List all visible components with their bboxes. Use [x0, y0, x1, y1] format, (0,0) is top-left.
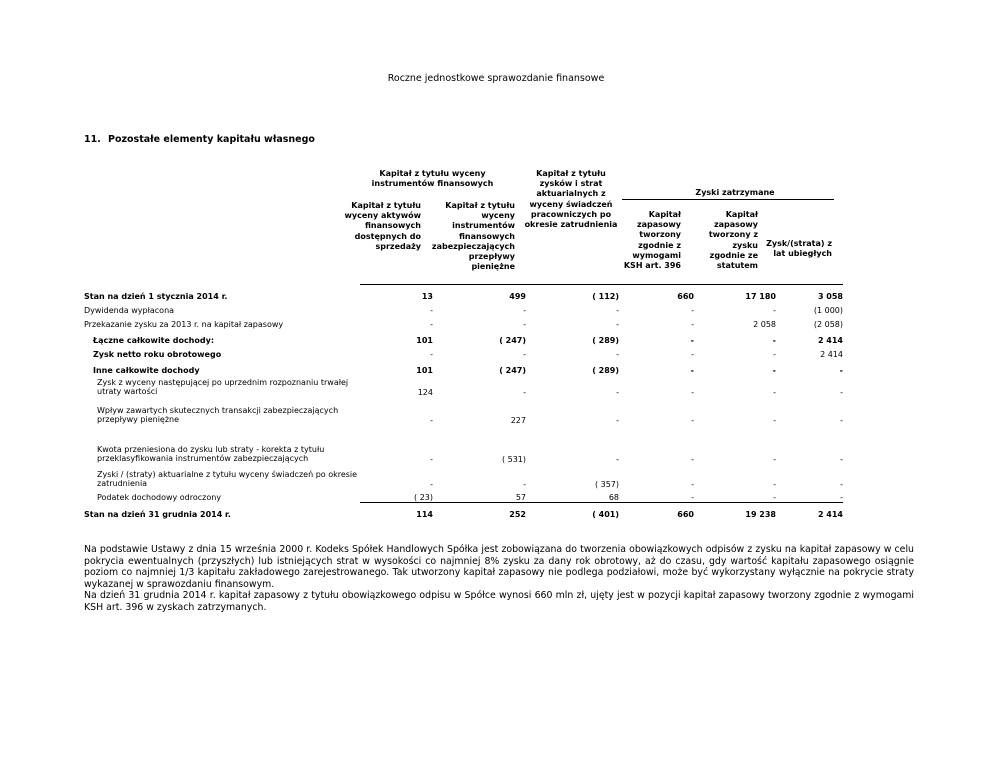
cell: 57	[433, 489, 526, 503]
cell: ( 23)	[360, 489, 433, 503]
cell: ( 401)	[592, 509, 619, 519]
row-label: Stan na dzień 31 grudnia 2014 r.	[84, 509, 231, 519]
cell: -	[619, 489, 694, 503]
cell: -	[690, 365, 694, 375]
cell: -	[430, 415, 433, 425]
row-label: Kwota przeniesiona do zysku lub straty - korekta z tytułu przeklasyfikowania instrumentów zabezpieczających	[97, 444, 325, 463]
row-label: Wpływ zawartych skutecznych transakcji zabezpieczających przepływy pieniężne	[97, 405, 339, 424]
cell: ( 247)	[499, 365, 526, 375]
cell: -	[690, 335, 694, 345]
cell: -	[430, 319, 433, 329]
row-label: Przekazanie zysku za 2013 r. na kapitał zapasowy	[84, 319, 284, 329]
cell: -	[523, 319, 526, 329]
table-row	[84, 503, 843, 519]
section-title-text: Pozostałe elementy kapitału własnego	[108, 134, 315, 145]
cell: -	[691, 305, 694, 315]
cell: -	[691, 454, 694, 464]
table-row	[84, 397, 843, 425]
cell: 2 414	[820, 349, 843, 359]
section-number: 11.	[84, 134, 101, 145]
cell: -	[430, 454, 433, 464]
table-row	[84, 464, 843, 489]
cell: 3 058	[776, 285, 843, 301]
cell: -	[616, 454, 619, 464]
cell: ( 289)	[592, 335, 619, 345]
cell: -	[772, 335, 776, 345]
cell: -	[839, 365, 843, 375]
row-label: Inne całkowite dochody	[93, 365, 200, 375]
row-label: Łączne całkowite dochody:	[93, 335, 215, 345]
cell: -	[773, 349, 776, 359]
note-paragraph: Na dzień 31 grudnia 2014 r. kapitał zapasowy z tytułu obowiązkowego odpisu w Spółce wynosi 660 mln zł, ujęty jest w pozycji kapitał zapasowy tworzony zgodnie z wymogami KSH art. 396 w zyskach zatrzymanych.	[84, 590, 914, 613]
row-label: Zysk netto roku obrotowego	[93, 349, 222, 359]
note-paragraph: Na podstawie Ustawy z dnia 15 września 2000 r. Kodeks Spółek Handlowych Spółka jest zobowiązana do tworzenia obowiązkowych odpisów z zysku na kapitał zapasowy w celu pokrycia ewentualnych (przyszłych) lub istniejących strat w wysokości co najmniej 8% zysku za dany rok obrotowy, aż do czasu, gdy wartość kapitału zapasowego osiągnie poziom co najmniej 1/3 kapitału zakładowego zarejestrowanego. Tak utworzony kapitał zapasowy nie podlega podziałowi, może być wykorzystany wyłącznie na pokrycie straty wykazanej w sprawozdaniu finansowym.	[84, 544, 914, 590]
header-col-reserve-ksh: Kapitał zapasowy tworzony zgodnie z wymogami KSH art. 396	[623, 210, 681, 271]
table-row	[84, 425, 843, 464]
cell: 2 414	[817, 509, 843, 519]
section-title	[84, 134, 315, 145]
cell: 660	[677, 509, 694, 519]
cell: 17 180	[694, 285, 776, 301]
table-row	[84, 489, 843, 503]
row-label: Podatek dochodowy odroczony	[97, 493, 222, 502]
cell: -	[523, 387, 526, 397]
cell: 2 414	[817, 335, 843, 345]
cell: -	[691, 349, 694, 359]
cell: -	[616, 387, 619, 397]
cell: -	[840, 415, 843, 425]
cell: 660	[619, 285, 694, 301]
header-col-hedge: Kapitał z tytułu wyceny instrumentów finansowych zabezpieczających przepływy pieniężne	[431, 201, 515, 272]
cell: -	[772, 365, 776, 375]
cell: ( 289)	[592, 365, 619, 375]
cell: -	[430, 305, 433, 315]
cell: 499	[433, 285, 526, 301]
cell: ( 357)	[594, 479, 619, 489]
cell: -	[523, 479, 526, 489]
cell: 101	[416, 365, 433, 375]
row-label: Zyski / (straty) aktuarialne z tytułu wyceny świadczeń po okresie zatrudnienia	[97, 469, 358, 488]
cell: 101	[416, 335, 433, 345]
cell: ( 112)	[526, 285, 619, 301]
cell: -	[694, 489, 776, 503]
cell: -	[773, 387, 776, 397]
cell: -	[773, 454, 776, 464]
cell: ( 247)	[499, 335, 526, 345]
cell: -	[840, 454, 843, 464]
cell: -	[691, 415, 694, 425]
table-row	[84, 285, 843, 301]
cell: -	[616, 415, 619, 425]
cell: -	[616, 319, 619, 329]
cell: -	[691, 319, 694, 329]
cell: 227	[510, 415, 526, 425]
cell: -	[840, 387, 843, 397]
cell: -	[616, 305, 619, 315]
table-row	[84, 315, 843, 329]
table-row	[84, 329, 843, 345]
cell: 114	[416, 509, 433, 519]
cell: ( 531)	[501, 454, 526, 464]
cell: -	[523, 305, 526, 315]
cell: -	[773, 415, 776, 425]
header-group-actuarial: Kapitał z tytułu zysków i strat aktuarialnych z wyceny świadczeń pracowniczych po okresie zatrudnienia	[524, 169, 618, 230]
cell: -	[430, 479, 433, 489]
table-row	[84, 301, 843, 315]
header-group-instruments: Kapitał z tytułu wyceny instrumentów finansowych	[371, 169, 494, 189]
cell: -	[616, 349, 619, 359]
row-label: Stan na dzień 1 stycznia 2014 r.	[84, 291, 228, 301]
cell: -	[773, 305, 776, 315]
cell: 252	[509, 509, 526, 519]
cell: 68	[526, 489, 619, 503]
table-row	[84, 345, 843, 359]
page-header: Roczne jednostkowe sprawozdanie finansowe	[387, 73, 605, 84]
table-row	[84, 375, 843, 397]
header-col-afs: Kapitał z tytułu wyceny aktywów finansowych dostępnych do sprzedaży	[344, 201, 421, 251]
table-row	[84, 359, 843, 375]
header-col-reserve-statute: Kapitał zapasowy tworzony z zysku zgodnie ze statutem	[708, 210, 758, 271]
cell: -	[773, 479, 776, 489]
cell: 124	[417, 387, 433, 397]
cell: 13	[360, 285, 433, 301]
notes	[84, 544, 914, 614]
header-group-retained: Zyski zatrzymane	[695, 188, 775, 197]
equity-table	[84, 284, 843, 519]
header-retained-underline	[622, 199, 834, 200]
header-col-retained: Zysk/(strata) z lat ubiegłych	[766, 239, 832, 259]
row-label: Dywidenda wypłacona	[84, 305, 175, 315]
cell: 19 238	[745, 509, 776, 519]
cell: -	[430, 349, 433, 359]
cell: -	[776, 489, 843, 503]
cell: 2 058	[753, 319, 776, 329]
cell: -	[840, 479, 843, 489]
cell: -	[523, 349, 526, 359]
cell: -	[691, 479, 694, 489]
row-label: Zysk z wyceny następującej po uprzednim rozpoznaniu trwałej utraty wartości	[97, 377, 349, 396]
cell: -	[691, 387, 694, 397]
cell: (2 058)	[813, 319, 843, 329]
cell: (1 000)	[813, 305, 843, 315]
